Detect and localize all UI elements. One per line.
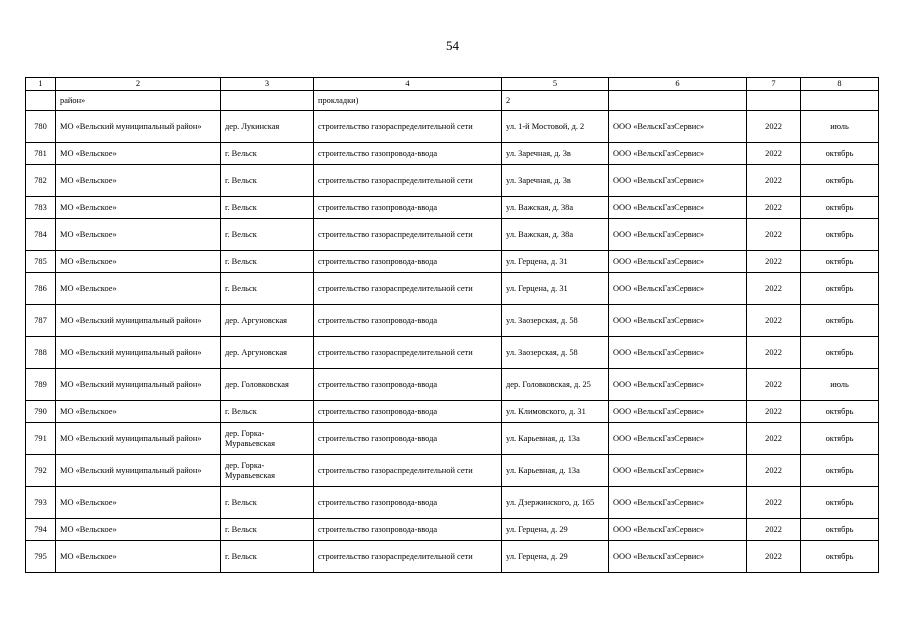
column-number-row [26, 78, 879, 91]
year-cell: 2022 [747, 273, 801, 305]
table-row [26, 369, 879, 401]
continuation-cell [221, 91, 314, 111]
address-cell: ул. Герцена, д. 31 [502, 251, 609, 273]
organization-cell: ООО «ВельскГазСервис» [609, 423, 747, 455]
address-cell: ул. Заозерская, д. 58 [502, 305, 609, 337]
settlement-cell: г. Вельск [221, 273, 314, 305]
month-cell: октябрь [801, 165, 879, 197]
continuation-cell [609, 91, 747, 111]
year-cell: 2022 [747, 143, 801, 165]
year-cell: 2022 [747, 219, 801, 251]
table-row [26, 165, 879, 197]
table-row [26, 455, 879, 487]
organization-cell: ООО «ВельскГазСервис» [609, 541, 747, 573]
continuation-cell: 2 [502, 91, 609, 111]
row-number-cell: 787 [26, 305, 56, 337]
organization-cell: ООО «ВельскГазСервис» [609, 251, 747, 273]
settlement-cell: г. Вельск [221, 219, 314, 251]
year-cell: 2022 [747, 337, 801, 369]
address-cell: ул. Герцена, д. 29 [502, 541, 609, 573]
work-type-cell: строительство газопровода-ввода [314, 487, 502, 519]
row-number-cell: 780 [26, 111, 56, 143]
column-number: 7 [747, 78, 801, 91]
column-number: 2 [56, 78, 221, 91]
settlement-cell: г. Вельск [221, 165, 314, 197]
year-cell: 2022 [747, 455, 801, 487]
month-cell: октябрь [801, 401, 879, 423]
municipality-cell: МО «Вельское» [56, 251, 221, 273]
work-type-cell: строительство газопровода-ввода [314, 369, 502, 401]
column-number: 8 [801, 78, 879, 91]
municipality-cell: МО «Вельский муниципальный район» [56, 337, 221, 369]
organization-cell: ООО «ВельскГазСервис» [609, 197, 747, 219]
row-number-cell: 783 [26, 197, 56, 219]
row-number-cell: 786 [26, 273, 56, 305]
work-type-cell: строительство газораспределительной сети [314, 165, 502, 197]
month-cell: июль [801, 111, 879, 143]
column-number: 5 [502, 78, 609, 91]
address-cell: ул. Заречная, д. 3в [502, 143, 609, 165]
continuation-cell: прокладки) [314, 91, 502, 111]
table-row [26, 423, 879, 455]
year-cell: 2022 [747, 487, 801, 519]
municipality-cell: МО «Вельское» [56, 273, 221, 305]
organization-cell: ООО «ВельскГазСервис» [609, 111, 747, 143]
work-type-cell: строительство газопровода-ввода [314, 305, 502, 337]
continuation-cell [747, 91, 801, 111]
table-row [26, 519, 879, 541]
settlement-cell: дер. Аргуновская [221, 305, 314, 337]
address-cell: ул. Карьевная, д. 13а [502, 423, 609, 455]
month-cell: октябрь [801, 197, 879, 219]
month-cell: октябрь [801, 251, 879, 273]
work-type-cell: строительство газораспределительной сети [314, 273, 502, 305]
month-cell: октябрь [801, 273, 879, 305]
row-number-cell: 795 [26, 541, 56, 573]
address-cell: ул. Климовского, д. 31 [502, 401, 609, 423]
address-cell: ул. Важская, д. 38а [502, 219, 609, 251]
continuation-row [26, 91, 879, 111]
municipality-cell: МО «Вельский муниципальный район» [56, 369, 221, 401]
organization-cell: ООО «ВельскГазСервис» [609, 219, 747, 251]
year-cell: 2022 [747, 251, 801, 273]
organization-cell: ООО «ВельскГазСервис» [609, 337, 747, 369]
year-cell: 2022 [747, 111, 801, 143]
year-cell: 2022 [747, 519, 801, 541]
month-cell: октябрь [801, 423, 879, 455]
month-cell: октябрь [801, 519, 879, 541]
row-number-cell: 781 [26, 143, 56, 165]
work-type-cell: строительство газораспределительной сети [314, 541, 502, 573]
settlement-cell: г. Вельск [221, 541, 314, 573]
work-type-cell: строительство газораспределительной сети [314, 111, 502, 143]
column-number: 3 [221, 78, 314, 91]
column-number: 1 [26, 78, 56, 91]
row-number-cell: 784 [26, 219, 56, 251]
row-number-cell: 791 [26, 423, 56, 455]
organization-cell: ООО «ВельскГазСервис» [609, 519, 747, 541]
continuation-cell [26, 91, 56, 111]
organization-cell: ООО «ВельскГазСервис» [609, 401, 747, 423]
address-cell: ул. Герцена, д. 31 [502, 273, 609, 305]
row-number-cell: 782 [26, 165, 56, 197]
address-cell: ул. Герцена, д. 29 [502, 519, 609, 541]
table-row [26, 143, 879, 165]
municipality-cell: МО «Вельское» [56, 519, 221, 541]
row-number-cell: 788 [26, 337, 56, 369]
month-cell: октябрь [801, 219, 879, 251]
municipality-cell: МО «Вельское» [56, 541, 221, 573]
year-cell: 2022 [747, 401, 801, 423]
address-cell: ул. Заречная, д. 3в [502, 165, 609, 197]
work-type-cell: строительство газопровода-ввода [314, 401, 502, 423]
table-row [26, 337, 879, 369]
page-number: 54 [446, 38, 459, 53]
settlement-cell: г. Вельск [221, 401, 314, 423]
organization-cell: ООО «ВельскГазСервис» [609, 165, 747, 197]
table-row [26, 305, 879, 337]
settlement-cell: дер. Лукинская [221, 111, 314, 143]
settlement-cell: дер. Горка-Муравьевская [221, 455, 314, 487]
continuation-cell [801, 91, 879, 111]
municipality-cell: МО «Вельское» [56, 143, 221, 165]
settlement-cell: г. Вельск [221, 143, 314, 165]
organization-cell: ООО «ВельскГазСервис» [609, 273, 747, 305]
address-cell: ул. 1-й Мостовой, д. 2 [502, 111, 609, 143]
month-cell: октябрь [801, 337, 879, 369]
address-cell: ул. Важская, д. 38а [502, 197, 609, 219]
work-type-cell: строительство газопровода-ввода [314, 197, 502, 219]
row-number-cell: 792 [26, 455, 56, 487]
table-row [26, 273, 879, 305]
year-cell: 2022 [747, 369, 801, 401]
table-row [26, 251, 879, 273]
month-cell: октябрь [801, 541, 879, 573]
table-row [26, 111, 879, 143]
year-cell: 2022 [747, 305, 801, 337]
continuation-cell: район» [56, 91, 221, 111]
municipality-cell: МО «Вельское» [56, 487, 221, 519]
organization-cell: ООО «ВельскГазСервис» [609, 455, 747, 487]
settlement-cell: дер. Головковская [221, 369, 314, 401]
works-table [25, 77, 879, 573]
work-type-cell: строительство газораспределительной сети [314, 455, 502, 487]
column-number: 6 [609, 78, 747, 91]
year-cell: 2022 [747, 197, 801, 219]
row-number-cell: 793 [26, 487, 56, 519]
address-cell: ул. Дзержинского, д. 165 [502, 487, 609, 519]
organization-cell: ООО «ВельскГазСервис» [609, 487, 747, 519]
month-cell: октябрь [801, 305, 879, 337]
month-cell: октябрь [801, 455, 879, 487]
year-cell: 2022 [747, 423, 801, 455]
row-number-cell: 789 [26, 369, 56, 401]
municipality-cell: МО «Вельское» [56, 219, 221, 251]
table-row [26, 401, 879, 423]
table-row [26, 197, 879, 219]
row-number-cell: 794 [26, 519, 56, 541]
organization-cell: ООО «ВельскГазСервис» [609, 369, 747, 401]
municipality-cell: МО «Вельское» [56, 197, 221, 219]
settlement-cell: г. Вельск [221, 197, 314, 219]
address-cell: ул. Заозерская, д. 58 [502, 337, 609, 369]
work-type-cell: строительство газопровода-ввода [314, 423, 502, 455]
municipality-cell: МО «Вельское» [56, 165, 221, 197]
municipality-cell: МО «Вельский муниципальный район» [56, 423, 221, 455]
column-number: 4 [314, 78, 502, 91]
row-number-cell: 785 [26, 251, 56, 273]
month-cell: июль [801, 369, 879, 401]
municipality-cell: МО «Вельский муниципальный район» [56, 305, 221, 337]
settlement-cell: г. Вельск [221, 487, 314, 519]
row-number-cell: 790 [26, 401, 56, 423]
work-type-cell: строительство газораспределительной сети [314, 337, 502, 369]
settlement-cell: г. Вельск [221, 251, 314, 273]
table-row [26, 487, 879, 519]
year-cell: 2022 [747, 541, 801, 573]
settlement-cell: дер. Горка-Муравьевская [221, 423, 314, 455]
municipality-cell: МО «Вельский муниципальный район» [56, 455, 221, 487]
month-cell: октябрь [801, 143, 879, 165]
organization-cell: ООО «ВельскГазСервис» [609, 305, 747, 337]
table-row [26, 541, 879, 573]
settlement-cell: дер. Аргуновская [221, 337, 314, 369]
address-cell: дер. Головковская, д. 25 [502, 369, 609, 401]
year-cell: 2022 [747, 165, 801, 197]
municipality-cell: МО «Вельское» [56, 401, 221, 423]
municipality-cell: МО «Вельский муниципальный район» [56, 111, 221, 143]
work-type-cell: строительство газопровода-ввода [314, 143, 502, 165]
work-type-cell: строительство газопровода-ввода [314, 519, 502, 541]
work-type-cell: строительство газопровода-ввода [314, 251, 502, 273]
work-type-cell: строительство газораспределительной сети [314, 219, 502, 251]
settlement-cell: г. Вельск [221, 519, 314, 541]
month-cell: октябрь [801, 487, 879, 519]
address-cell: ул. Карьевная, д. 13а [502, 455, 609, 487]
table-row [26, 219, 879, 251]
organization-cell: ООО «ВельскГазСервис» [609, 143, 747, 165]
